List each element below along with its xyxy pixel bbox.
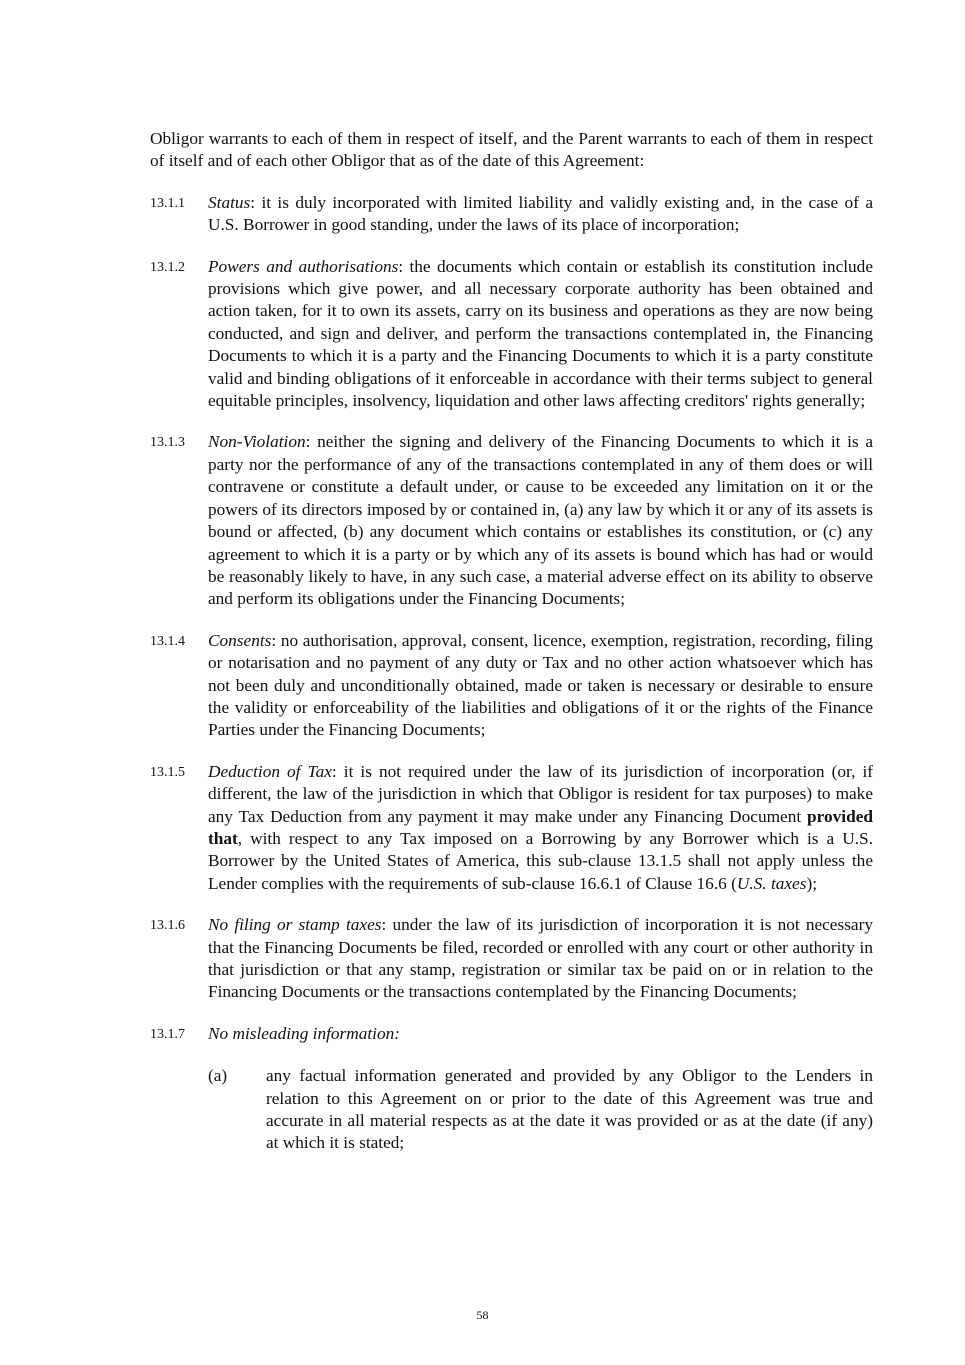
clause-heading: Deduction of Tax — [208, 761, 332, 781]
intro-paragraph: Obligor warrants to each of them in respect of itself, and the Parent warrants to each of them in respect of itself and of each other Obligor that as of the date of this Agreement: — [150, 129, 873, 171]
clause-text — [208, 1023, 873, 1046]
clause-number: 13.1.3 — [150, 435, 185, 451]
clause-text — [208, 914, 873, 1004]
clause-body-part-a: it is not required under the law of its jurisdiction of incorporation (or, if different, the law of the jurisdiction in which that Obligor is resident for tax purposes) to make any Tax Deduction from any payment it may make under any Financing Document — [208, 761, 874, 826]
heading-separator: : — [250, 192, 262, 212]
clause-text — [208, 431, 873, 610]
clause-number: 13.1.2 — [150, 259, 185, 275]
clause-heading: Non-Violation — [208, 432, 306, 452]
clause-body: neither the signing and delivery of the Financing Documents to which it is a party nor the performance of any of the transactions contemplated in any of them does or will contravene or constitute a default under, or cause to be exceeded any limitation on it or the powers of its directors imposed by or contained in, (a) any law by which it or any of its assets is bound or affected, (b) any document which contains or establishes its constitution, or (c) any agreement to which it is a party or by which any of its assets is bound which has had or would be reasonably likely to have, in any such case, a material adverse effect on its ability to observe and perform its obligations under the Financing Documents; — [208, 432, 873, 609]
sub-clause-label: (a) — [208, 1066, 228, 1086]
clause-body: no authorisation, approval, consent, licence, exemption, registration, recording, filing or notarisation and no payment of any duty or Tax and no other action whatsoever which has not been duly and unconditionally obtained, made or taken is necessary or desirable to ensure the validity or enforceability of the liabilities and obligations of it or the rights of the Finance Parties under the Financing Documents; — [208, 630, 874, 740]
clause-number: 13.1.5 — [150, 764, 185, 780]
sub-clause-text: any factual information generated and provided by any Obligor to the Lenders in relation to this Agreement on or prior to the date of this Agreement was true and accurate in all material respects as at the date it was provided or as at the date (if any) at which it is stated; — [266, 1066, 873, 1153]
clause-text — [208, 630, 873, 742]
clause-number: 13.1.7 — [150, 1026, 185, 1042]
clause-number: 13.1.1 — [150, 195, 185, 211]
page-body — [150, 128, 873, 1155]
clause-13-1-6 — [150, 914, 873, 1004]
clause-heading: No filing or stamp taxes — [208, 915, 382, 935]
clause-heading: Powers and authorisations — [208, 256, 399, 276]
heading-separator: : — [305, 432, 318, 452]
clause-text — [208, 192, 873, 237]
clause-body-part-b: , with respect to any Tax imposed on a Borrowing by any Borrower which is a U.S. Borrower by the United States of America, this sub-clause 13.1.5 shall not apply unless the Lender complies with the requirements of sub-clause 16.6.1 of Clause 16.6 ( — [208, 828, 873, 893]
clause-13-1-5 — [150, 761, 873, 895]
heading-separator: : — [271, 630, 281, 650]
clause-text — [208, 761, 873, 895]
clause-body-part-c: ); — [806, 873, 818, 893]
clause-body-italic-ref: U.S. taxes — [736, 873, 807, 893]
clause-body: under the law of its jurisdiction of incorporation it is not necessary that the Financing Documents be filed, recorded or enrolled with any court or other authority in that jurisdiction or that any stamp, registration or similar tax be paid on or in relation to the Financing Documents or the transactions contemplated by the Financing Documents; — [208, 915, 873, 1002]
clause-number: 13.1.4 — [150, 633, 185, 649]
heading-separator: : — [331, 761, 344, 781]
clause-heading: No misleading information: — [208, 1023, 401, 1043]
heading-separator: : — [381, 915, 393, 935]
clause-body: the documents which contain or establish its constitution include provisions which give power, and all necessary corporate authority has been obtained and action taken, for it to own its assets, carry on its business and operations as they are now being conducted, and sign and deliver, and perform the transactions contemplated in, the Financing Documents to which it is a party and the Financing Documents to which it is a party constitute valid and binding obligations of it enforceable in accordance with their terms subject to general equitable principles, insolvency, liquidation and other laws affecting creditors' rights generally; — [208, 256, 873, 411]
clause-heading: Consents — [208, 630, 272, 650]
clause-body-bold-term: provided that — [208, 806, 873, 848]
clause-13-1-2 — [150, 256, 873, 413]
clause-13-1-7 — [150, 1023, 873, 1046]
clause-heading: Status — [208, 192, 251, 212]
sub-clause-a — [208, 1065, 873, 1155]
clause-13-1-1 — [150, 192, 873, 237]
page-number: 58 — [476, 1308, 489, 1322]
clause-text — [208, 256, 873, 413]
clause-13-1-4 — [150, 630, 873, 742]
clause-body: it is duly incorporated with limited liability and validly existing and, in the case of a U.S. Borrower in good standing, under the laws of its place of incorporation; — [208, 192, 873, 235]
heading-separator: : — [398, 256, 410, 276]
clause-13-1-3 — [150, 431, 873, 610]
clause-number: 13.1.6 — [150, 918, 185, 934]
